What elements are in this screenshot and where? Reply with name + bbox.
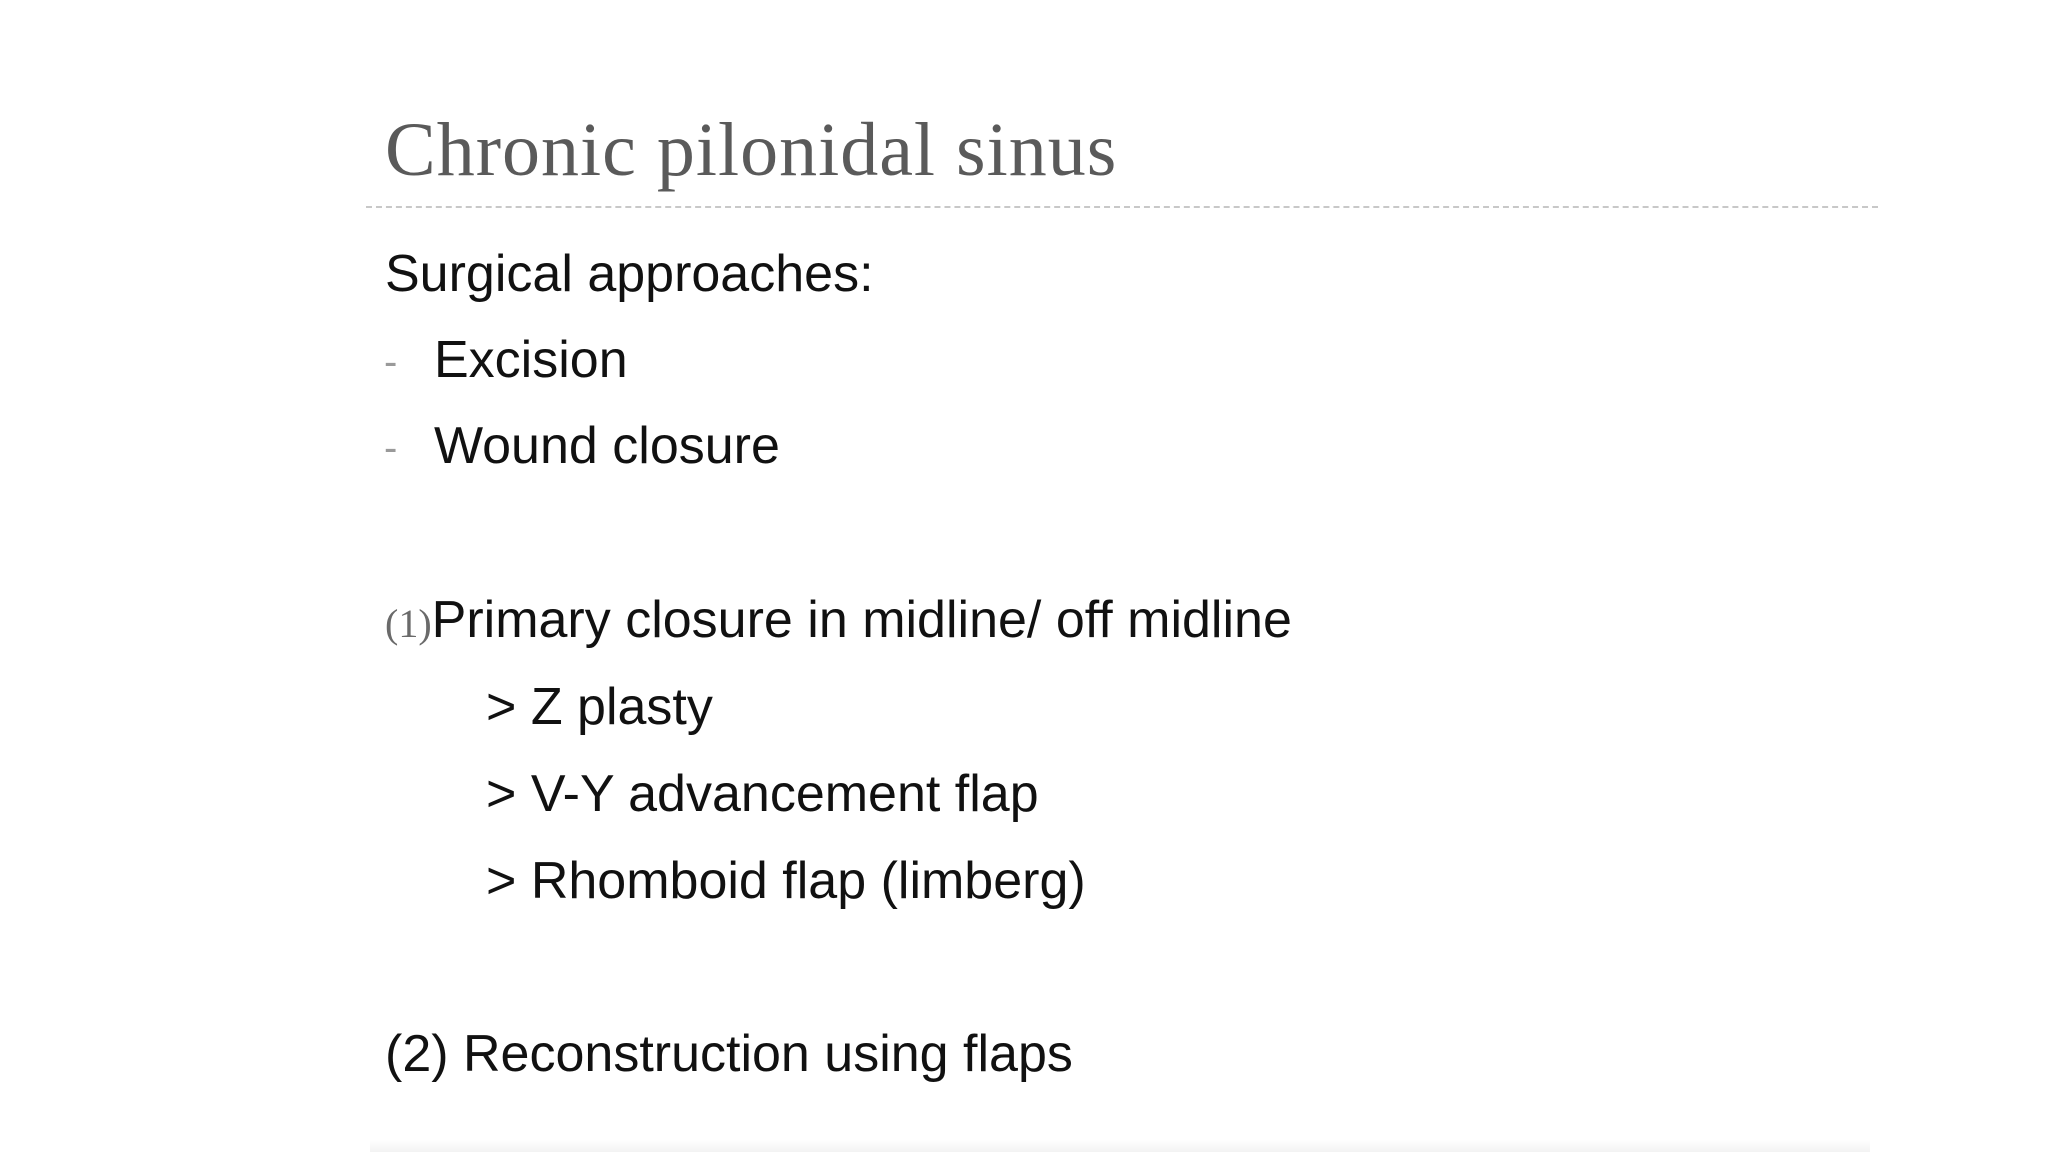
cut-off-text-edge xyxy=(370,1140,1870,1152)
bullet-item-excision: Excision xyxy=(434,331,628,389)
bullet-dash-1: - xyxy=(384,340,398,384)
section-1-heading-text: Primary closure in midline/ off midline xyxy=(431,591,1292,649)
slide-title: Chronic pilonidal sinus xyxy=(385,108,1118,192)
section-1-heading xyxy=(385,591,1292,649)
section-1-number: (1) xyxy=(385,601,432,646)
bullet-dash-2: - xyxy=(384,426,398,470)
sub-item-z-plasty: > Z plasty xyxy=(486,678,713,736)
bullet-item-wound-closure: Wound closure xyxy=(434,417,780,475)
sub-item-vy-flap: > V-Y advancement flap xyxy=(486,765,1039,823)
intro-text: Surgical approaches: xyxy=(385,245,874,303)
sub-item-rhomboid-flap: > Rhomboid flap (limberg) xyxy=(486,852,1086,910)
title-divider xyxy=(366,206,1878,208)
section-2-heading: (2) Reconstruction using flaps xyxy=(385,1025,1073,1083)
